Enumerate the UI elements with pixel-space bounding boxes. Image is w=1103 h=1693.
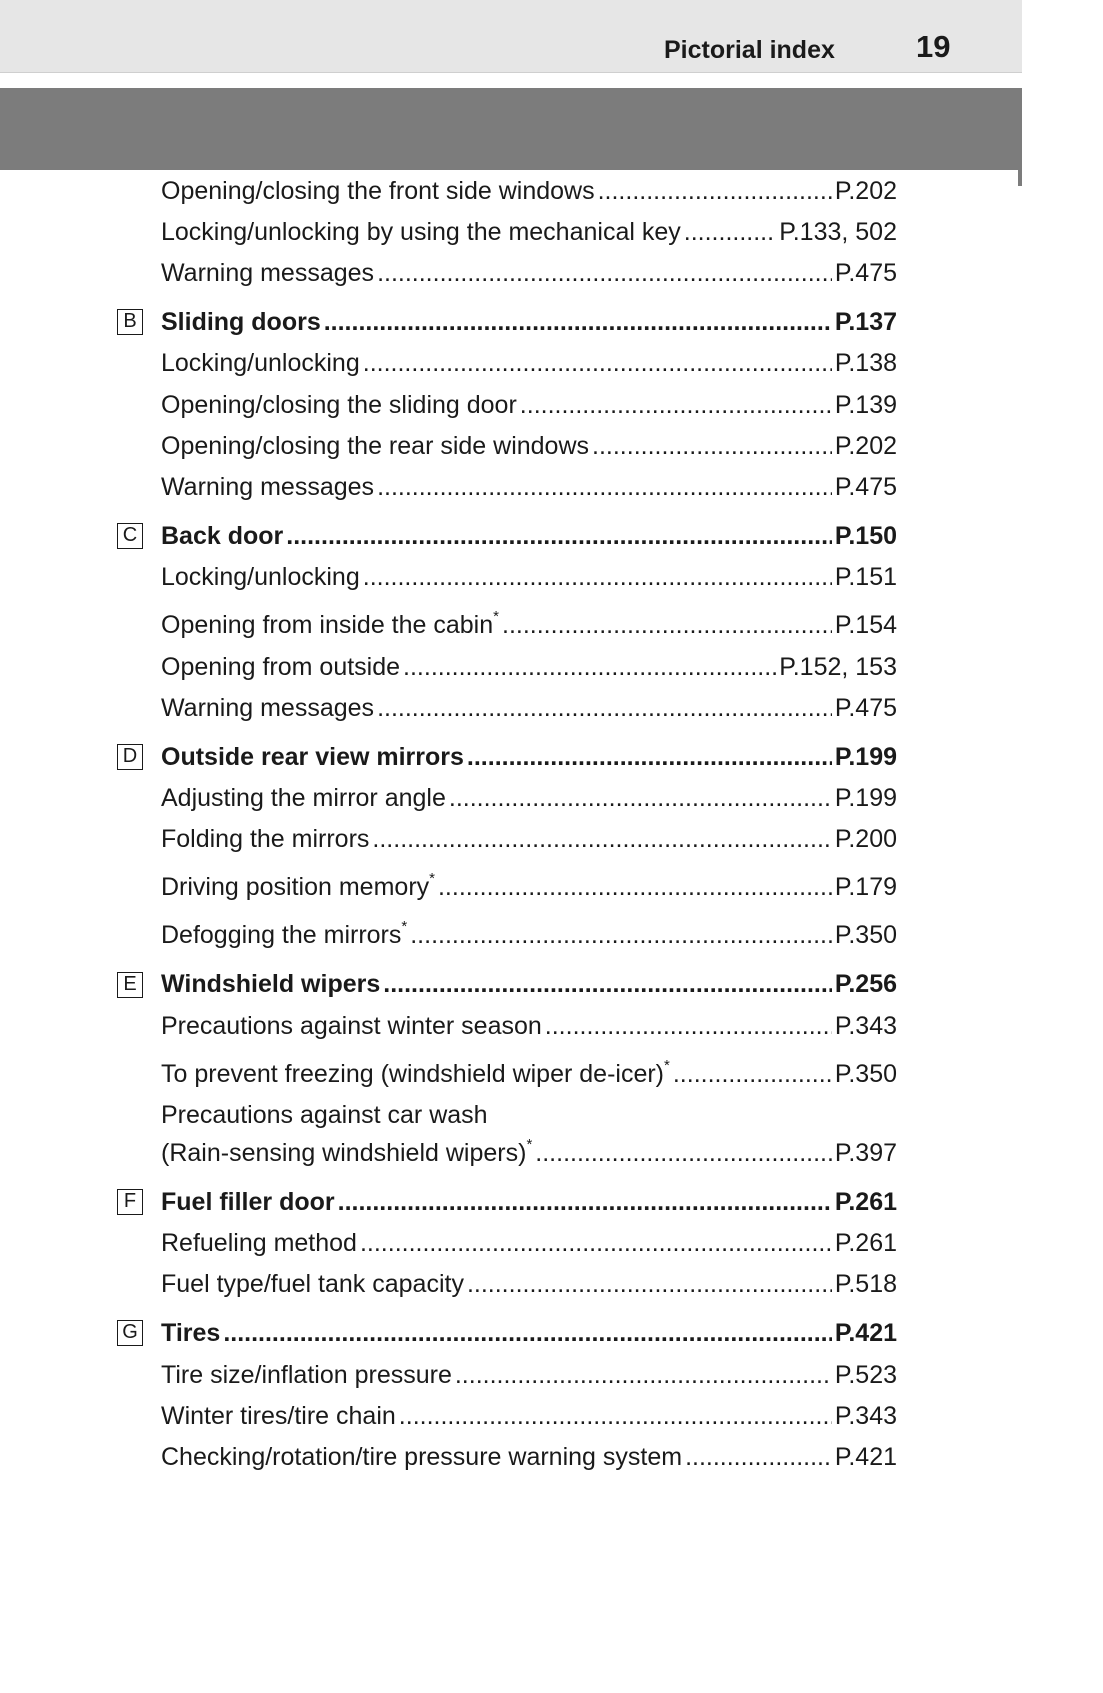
section-letter-e: E [117, 972, 143, 998]
page-reference: P.523 [834, 1361, 897, 1389]
dot-leader [377, 692, 832, 724]
entry-label: Opening/closing the rear side windows [161, 432, 590, 460]
page-reference: P.261 [834, 1188, 897, 1216]
index-entry [161, 1400, 897, 1432]
dot-leader [467, 741, 832, 773]
entry-label-line1: Precautions against car wash [161, 1101, 488, 1129]
footnote-asterisk: * [401, 918, 408, 935]
page-reference: P.154 [834, 611, 897, 639]
dot-leader [377, 257, 832, 289]
dot-leader [520, 389, 832, 421]
index-entry [161, 1268, 897, 1300]
footnote-asterisk: * [664, 1057, 670, 1074]
gray-band [0, 88, 1022, 170]
entry-label: Checking/rotation/tire pressure warning system [161, 1443, 683, 1471]
dot-leader [467, 1268, 832, 1300]
dot-leader [363, 561, 832, 593]
dot-leader [545, 1010, 832, 1042]
page-reference: P.202 [834, 432, 897, 460]
footnote-asterisk: * [526, 1136, 533, 1153]
page-reference: P.202 [834, 177, 897, 205]
page-reference: P.350 [834, 1060, 897, 1088]
page-reference: P.421 [834, 1319, 897, 1347]
page-reference: P.475 [834, 694, 897, 722]
section-heading-back-door [161, 520, 897, 552]
page-reference: P.200 [834, 825, 897, 853]
page-reference: P.179 [834, 873, 897, 901]
entry-label: Tire size/inflation pressure [161, 1361, 452, 1389]
dot-leader [363, 347, 832, 379]
section-title: Pictorial index [664, 36, 835, 64]
dot-leader [286, 520, 832, 552]
entry-label: Defogging the mirrors* [161, 918, 408, 949]
dot-leader [449, 782, 832, 814]
dot-leader [377, 471, 832, 503]
index-entry [161, 175, 897, 207]
section-heading-windshield-wipers [161, 968, 897, 1000]
dot-leader [372, 823, 831, 855]
dot-leader [673, 1058, 832, 1090]
page-reference: P.475 [834, 473, 897, 501]
entry-label: Refueling method [161, 1229, 357, 1257]
entry-label: Warning messages [161, 694, 375, 722]
heading-label: Fuel filler door [161, 1188, 335, 1216]
index-entry [161, 823, 897, 855]
dot-leader [502, 609, 832, 641]
index-entry [161, 430, 897, 462]
dot-leader [399, 1400, 832, 1432]
section-heading-fuel-filler-door [161, 1186, 897, 1218]
index-entry [161, 1010, 897, 1042]
index-entry [161, 871, 897, 903]
entry-label: Precautions against winter season [161, 1012, 542, 1040]
entry-label: Fuel type/fuel tank capacity [161, 1270, 464, 1298]
heading-label: Back door [161, 522, 284, 550]
entry-label: Warning messages [161, 473, 375, 501]
entry-label: Opening/closing the front side windows [161, 177, 595, 205]
entry-label: Locking/unlocking by using the mechanical key [161, 218, 681, 246]
page-reference: P.133, 502 [779, 218, 897, 246]
index-entry [161, 347, 897, 379]
entry-label: Winter tires/tire chain [161, 1402, 396, 1430]
footnote-asterisk: * [429, 870, 435, 887]
index-entry [161, 651, 897, 683]
index-entry [161, 1227, 897, 1259]
page-reference: P.151 [834, 563, 897, 591]
footnote-asterisk: * [493, 608, 499, 625]
page-reference: P.137 [834, 308, 897, 336]
dot-leader [338, 1186, 832, 1218]
index-entry [161, 389, 897, 421]
dot-leader [535, 1137, 832, 1169]
page-reference: P.150 [834, 522, 897, 550]
index-entry [161, 471, 897, 503]
entry-label: Driving position memory* [161, 870, 435, 901]
page-reference: P.421 [834, 1443, 897, 1471]
entry-label: Opening from inside the cabin* [161, 608, 499, 639]
page-reference: P.343 [834, 1402, 897, 1430]
heading-label: Outside rear view mirrors [161, 743, 464, 771]
edge-thumb-tab [1018, 170, 1022, 186]
section-letter-f: F [117, 1189, 143, 1215]
page-reference: P.199 [834, 784, 897, 812]
page-reference: P.397 [834, 1139, 897, 1167]
page-number: 19 [916, 29, 951, 64]
dot-leader [598, 175, 832, 207]
section-letter-d: D [117, 744, 143, 770]
section-letter-g: G [117, 1320, 143, 1346]
entry-label: Opening/closing the sliding door [161, 391, 517, 419]
entry-label: Adjusting the mirror angle [161, 784, 446, 812]
heading-label: Windshield wipers [161, 970, 381, 998]
entry-label: Warning messages [161, 259, 375, 287]
index-entry [161, 609, 897, 641]
page-reference: P.518 [834, 1270, 897, 1298]
index-entry [161, 1058, 897, 1090]
index-entry [161, 1137, 897, 1169]
entry-label: Locking/unlocking [161, 563, 360, 591]
dot-leader [324, 306, 832, 338]
page-reference: P.261 [834, 1229, 897, 1257]
dot-leader [360, 1227, 832, 1259]
dot-leader [438, 871, 832, 903]
page-reference: P.152, 153 [779, 653, 897, 681]
index-entry [161, 216, 897, 248]
entry-label: Locking/unlocking [161, 349, 360, 377]
page-reference: P.138 [834, 349, 897, 377]
heading-label: Sliding doors [161, 308, 321, 336]
header-bar [0, 0, 1022, 73]
dot-leader [410, 919, 832, 951]
section-heading-outside-rear-view-mirrors [161, 741, 897, 773]
dot-leader [592, 430, 832, 462]
dot-leader [455, 1359, 832, 1391]
dot-leader [684, 216, 777, 248]
index-entry [161, 257, 897, 289]
entry-label: To prevent freezing (windshield wiper de-icer)* [161, 1057, 670, 1088]
index-entry [161, 1441, 897, 1473]
page-reference: P.139 [834, 391, 897, 419]
section-letter-c: C [117, 523, 143, 549]
page-reference: P.256 [834, 970, 897, 998]
section-letter-b: B [117, 309, 143, 335]
dot-leader [685, 1441, 832, 1473]
entry-label: Folding the mirrors [161, 825, 370, 853]
dot-leader [383, 968, 832, 1000]
index-entry [161, 561, 897, 593]
index-entry [161, 1359, 897, 1391]
section-heading-tires [161, 1317, 897, 1349]
heading-label: Tires [161, 1319, 221, 1347]
page-reference: P.350 [834, 921, 897, 949]
entry-label: (Rain-sensing windshield wipers)* [161, 1136, 533, 1167]
page-reference: P.199 [834, 743, 897, 771]
index-entry [161, 919, 897, 951]
page-reference: P.475 [834, 259, 897, 287]
index-entry [161, 782, 897, 814]
dot-leader [403, 651, 776, 683]
section-heading-sliding-doors [161, 306, 897, 338]
dot-leader [223, 1317, 832, 1349]
index-entry [161, 692, 897, 724]
page-reference: P.343 [834, 1012, 897, 1040]
entry-label: Opening from outside [161, 653, 401, 681]
